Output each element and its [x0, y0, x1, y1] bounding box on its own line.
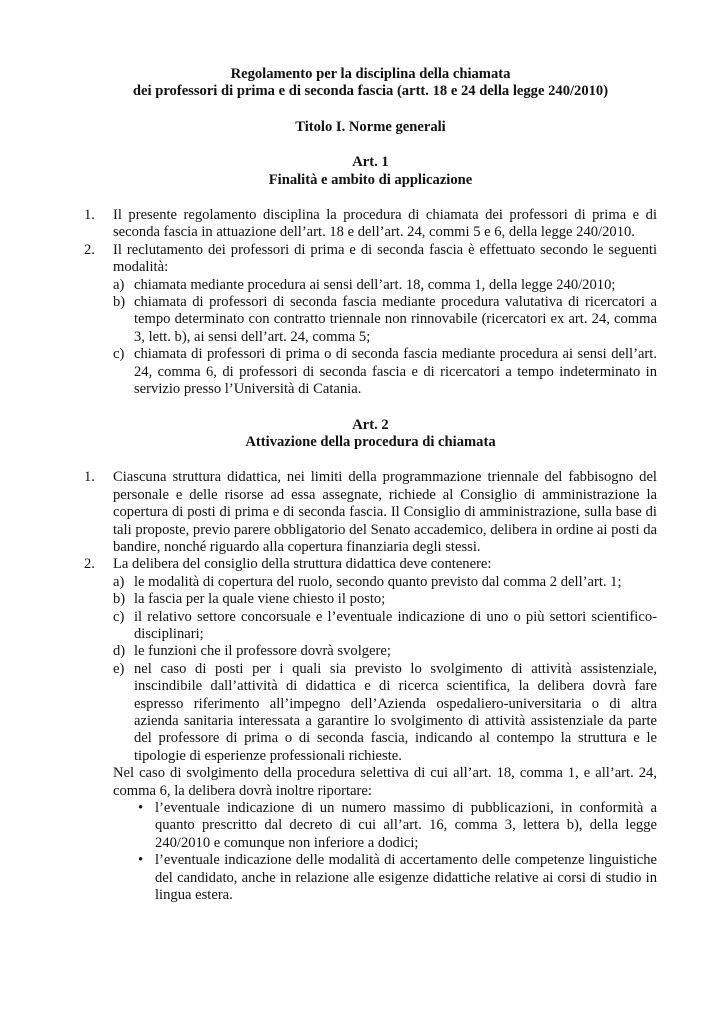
bullet-text: l’eventuale indicazione di un numero massimo di pubblicazioni, in conformità a quanto prescritto dal decreto di cui all’art. 16, comma 3, lettera b), della legge 240/2010 e comunque non inferiore a dodici;	[155, 800, 657, 851]
article-2-bullet-list	[113, 800, 657, 904]
sub-list-item	[113, 294, 657, 346]
bullet-icon: •	[138, 800, 144, 817]
item-text: La delibera del consiglio della struttura didattica deve contenere:	[113, 556, 492, 573]
sub-item-text: le funzioni che il professore dovrà svolgere;	[134, 643, 391, 660]
sub-list-item	[113, 591, 657, 608]
sub-item-text: nel caso di posti per i quali sia previsto lo svolgimento di attività assistenziale, inscindibile dall’attività di didattica e di ricerca scientifica, la delibera dovrà fare espresso riferimento all’impegno dell’Azienda ospedaliero-universitaria o di altra azienda sanitaria interessata a garantire lo svolgimento di attività assistenziale da parte del professore di prima o di seconda fascia, indicando al contempo la struttura e le tipologie di esperienze professionali richieste.	[134, 660, 657, 764]
sub-item-label: e)	[113, 660, 125, 677]
sub-item-label: d)	[113, 643, 126, 660]
item-number: 1.	[84, 207, 95, 224]
sub-item-label: a)	[113, 573, 125, 590]
bullet-item	[137, 800, 657, 852]
section-title: Titolo I. Norme generali	[295, 118, 446, 135]
sub-list-item	[113, 574, 657, 591]
item-text: Ciascuna struttura didattica, nei limiti della programmazione triennale del fabbisogno del personale e delle risorse ad essa assegnate, richiede al Consiglio di amministrazione la copertura di posti di prima e di seconda fascia. Il Consiglio di amministrazione, sulla base di tali proposte, previo parere obbligatorio del Senato accademico, delibera in ordine ai posti da bandire, nonché riguardo alla copertura finanziaria degli stessi.	[113, 469, 657, 555]
sub-item-label: b)	[113, 591, 126, 608]
list-item	[84, 207, 657, 242]
bullet-text: l’eventuale indicazione delle modalità di accertamento delle competenze linguistiche del candidato, anche in relazione alle esigenze didattiche relative ai corsi di studio in lingua estera.	[155, 852, 657, 904]
article-1-sublist	[113, 277, 657, 399]
article-1-number: Art. 1	[352, 154, 389, 171]
bullet-item	[137, 852, 657, 904]
sub-list-item	[113, 346, 657, 398]
list-item	[84, 242, 657, 399]
sub-item-text: chiamata di professori di prima o di seconda fascia mediante procedura ai sensi dell’art. 24, comma 6, di professori di seconda fascia e di ricercatori a tempo indeterminato in servizio presso l’Università di Catania.	[134, 346, 657, 398]
article-2-number: Art. 2	[352, 416, 389, 433]
item-number: 2.	[84, 241, 95, 258]
sub-item-text: il relativo settore concorsuale e l’eventuale indicazione di uno o più settori scientifico-disciplinari;	[134, 608, 657, 642]
article-1-title: Finalità e ambito di applicazione	[268, 171, 473, 188]
item-number: 1.	[84, 469, 95, 486]
article-1-heading	[84, 154, 657, 189]
article-2-paragraph: Nel caso di svolgimento della procedura selettiva di cui all’art. 18, comma 1, e all’art. 24, comma 6, la delibera dovrà inoltre riportare:	[113, 765, 657, 799]
article-1-list	[84, 207, 657, 398]
item-number: 2.	[84, 556, 95, 573]
sub-item-text: chiamata di professori di seconda fascia mediante procedura valutativa di ricercatori a tempo determinato con contratto triennale non rinnovabile (ricercatori ex art. 24, comma 3, lett. b), ai sensi dell’art. 24, comma 5;	[134, 294, 657, 345]
sub-item-text: le modalità di copertura del ruolo, secondo quanto previsto dal comma 2 dell’art. 1;	[134, 573, 622, 590]
item-text: Il presente regolamento disciplina la procedura di chiamata dei professori di prima e di seconda fascia in attuazione dell’art. 18 e dell’art. 24, commi 5 e 6, della legge 240/2010.	[113, 207, 657, 241]
sub-item-label: c)	[113, 346, 125, 363]
title-line-2: dei professori di prima e di seconda fascia (artt. 18 e 24 della legge 240/2010)	[132, 83, 609, 100]
item-text: Il reclutamento dei professori di prima e di seconda fascia è effettuato secondo le seguenti modalità:	[113, 241, 657, 276]
article-2-heading	[84, 417, 657, 452]
list-item	[84, 556, 657, 904]
sub-list-item	[113, 661, 657, 765]
sub-item-label: a)	[113, 276, 125, 293]
sub-list-item	[113, 609, 657, 644]
sub-item-text: chiamata mediante procedura ai sensi dell’art. 18, comma 1, della legge 240/2010;	[134, 276, 616, 293]
sub-item-text: la fascia per la quale viene chiesto il posto;	[134, 591, 386, 608]
article-2-sublist	[113, 574, 657, 765]
sub-list-item	[113, 643, 657, 660]
list-item	[84, 469, 657, 556]
bullet-icon: •	[138, 852, 144, 869]
sub-item-label: b)	[113, 294, 126, 311]
article-2-title: Attivazione della procedura di chiamata	[245, 433, 496, 450]
article-2-list	[84, 469, 657, 904]
title-line-1: Regolamento per la disciplina della chiamata	[230, 66, 511, 82]
sub-list-item	[113, 277, 657, 294]
sub-item-label: c)	[113, 608, 125, 625]
document-title	[84, 66, 657, 101]
